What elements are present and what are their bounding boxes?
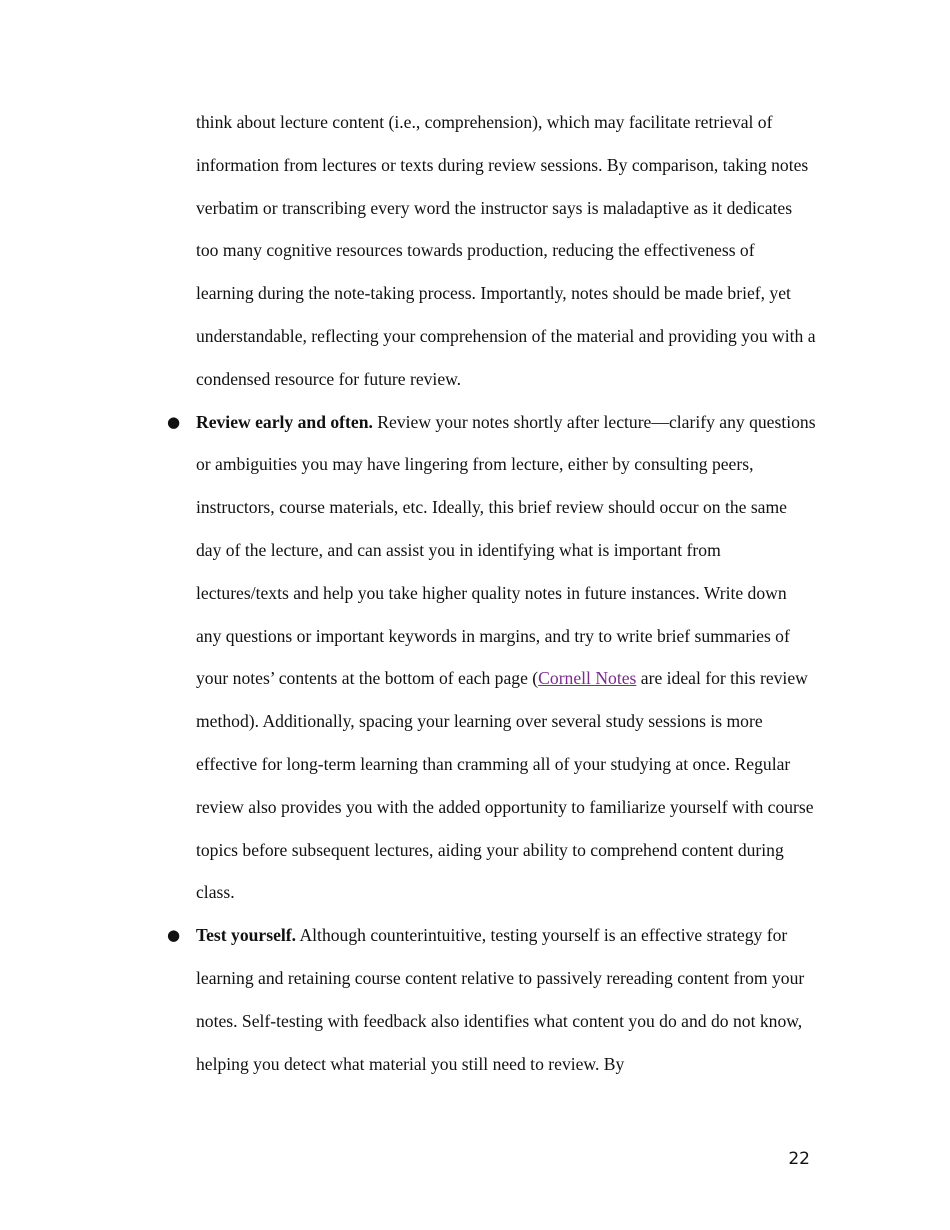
bullet-body-text: Review your notes shortly after lecture—clarify any questions or ambiguities you may have lingering from lecture, either by consulting peers, instructors, course materials, etc. Ideally, this brief review should occur on the same day of the lecture, and can assist you in identifying what is important from lectures/texts and help you take higher quality notes in future instances. Write down any questions or important keywords in margins, and try to write brief summaries of your notes’ contents at the bottom of each page ( (196, 411, 816, 689)
bullet-heading: Review early and often. (196, 411, 373, 432)
page-number: 22 (788, 1149, 810, 1169)
bullet-test-yourself (167, 914, 816, 1085)
bullet-dot-icon: ● (167, 412, 181, 431)
document-body (167, 101, 816, 1085)
cornell-notes-link[interactable]: Cornell Notes (538, 668, 637, 689)
bullet-body-text: Although counterintuitive, testing yourself is an effective strategy for learning and retaining course content relative to passively rereading content from your notes. Self-testing with feedback also identifies what content you do and do not know, helping you detect what material you still need to review. By (196, 925, 805, 1074)
continuation-paragraph: think about lecture content (i.e., comprehension), which may facilitate retrieval of information from lectures or texts during review sessions. By comparison, taking notes verbatim or transcribing every word the instructor says is maladaptive as it dedicates too many cognitive resources towards production, reducing the effectiveness of learning during the note-taking process. Importantly, notes should be made brief, yet understandable, reflecting your comprehension of the material and providing you with a condensed resource for future review. (196, 112, 816, 389)
bullet-dot-icon: ● (167, 926, 181, 945)
bullet-review-early (167, 401, 816, 915)
bullet-heading: Test yourself. (196, 925, 297, 946)
bullet-body-text-continued: are ideal for this review method). Additionally, spacing your learning over several study sessions is more effective for long-term learning than cramming all of your studying at once. Regular review also provides you with the added opportunity to familiarize yourself with course topics before subsequent lectures, aiding your ability to comprehend content during class. (196, 668, 814, 903)
